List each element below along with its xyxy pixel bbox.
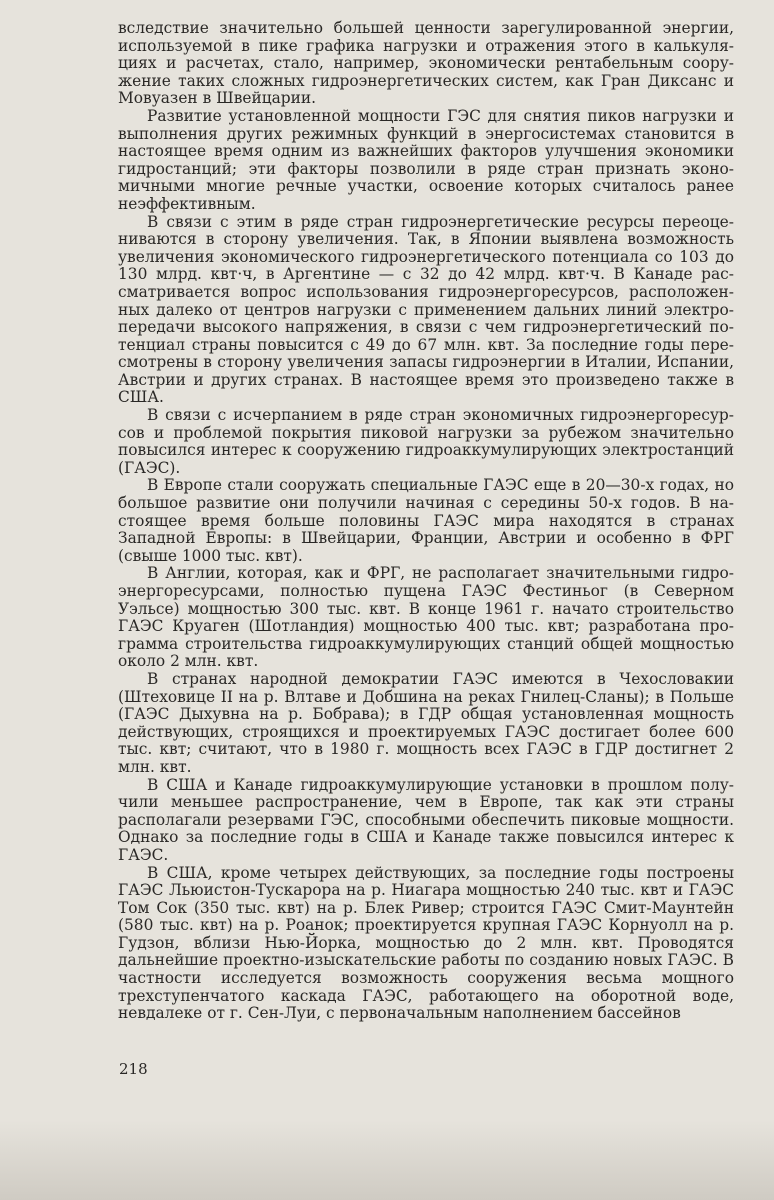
paragraph: В связи с этим в ряде стран гидроэнергетические ресурсы переоцениваются в сторону увеличения. Так, в Японии выявлена возможность увеличения экономического гидроэнергетического потенциала со 103 до 130 млрд. квт·ч, в Аргентине — с 32 до 42 млрд. квт·ч. В Канаде рассматривается вопрос использования гидроэнергоресурсов, расположенных далеко от центров нагрузки с применением дальних линий электропередачи высокого напряжения, в связи с чем гидроэнергетический потенциал страны повысится с 49 до 67 млн. квт. За последние годы пересмотрены в сторону увеличения запасы гидроэнергии в Италии, Испании, Австрии и других странах. В настоящее время это произведено также в США. [118,212,734,407]
paragraph: Развитие установленной мощности ГЭС для снятия пиков нагрузки и выполнения других режимных функций в энергосистемах становится в настоящее время одним из важнейших факторов улучшения экономики гидростанций; эти факторы позволили в ряде стран признать экономичными многие речные участки, освоение которых считалось ранее неэффективным. [118,106,734,213]
paragraph: В Англии, которая, как и ФРГ, не располагает значительными гидроэнергоресурсами, полностью пущена ГАЭС Фестиньог (в Северном Уэльсе) мощностью 300 тыс. квт. В конце 1961 г. начато строительство ГАЭС Круаген (Шотландия) мощностью 400 тыс. квт; разработана программа строительства гидроаккумулирующих станций общей мощностью около 2 млн. квт. [118,564,734,671]
paragraph: вследствие значительно большей ценности зарегулированной энергии, используемой в пике графика нагрузки и отражения этого в калькуляциях и расчетах, стало, например, экономически рентабельным сооружение таких сложных гидроэнергетических систем, как Гран Диксанс и Мовуазен в Швейцарии. [118,19,734,108]
paragraph: В странах народной демократии ГАЭС имеются в Чехословакии (Штеховице II на р. Влтаве и Добшина на реках Гнилец-Сланы); в Польше (ГАЭС Дыхувна на р. Бобрава); в ГДР общая установленная мощность действующих, строящихся и проектируемых ГАЭС достигает более 600 тыс. квт; считают, что в 1980 г. мощность всех ГАЭС в ГДР достигнет 2 млн. квт. [118,669,734,776]
page-shadow [0,1120,774,1200]
paragraph: В связи с исчерпанием в ряде стран экономичных гидроэнергоресурсов и проблемой покрытия пиковой нагрузки за рубежом значительно повысился интерес к сооружению гидроаккумулирующих электростанций (ГАЭС). [118,406,734,477]
paragraph: В США и Канаде гидроаккумулирующие установки в прошлом получили меньшее распространение, чем в Европе, так как эти страны располагали резервами ГЭС, способными обеспечить пиковые мощности. Однако за последние годы в США и Канаде также повысился интерес к ГАЭС. [118,775,734,864]
body-text [118,20,734,1023]
paragraph: В Европе стали сооружать специальные ГАЭС еще в 20—30-х годах, но большое развитие они получили начиная с середины 50-х годов. В настоящее время больше половины ГАЭС мира находятся в странах Западной Европы: в Швейцарии, Франции, Австрии и особенно в ФРГ (свыше 1000 тыс. квт). [118,476,734,565]
page-number: 218 [119,1060,148,1078]
paragraph: В США, кроме четырех действующих, за последние годы построены ГАЭС Льюистон-Тускарора на р. Ниагара мощностью 240 тыс. квт и ГАЭС Том Сок (350 тыс. квт) на р. Блек Ривер; строится ГАЭС Смит-Маунтейн (580 тыс. квт) на р. Роанок; проектируется крупная ГАЭС Корнуолл на р. Гудзон, вблизи Нью-Йорка, мощностью до 2 млн. квт. Проводятся дальнейшие проектно-изыскательские работы по созданию новых ГАЭС. В частности исследуется возможность сооружения весьма мощного трехступенчатого каскада ГАЭС, работающего на оборотной воде, невдалеке от г. Сен-Луи, с первоначальным наполнением бассейнов [118,863,734,1023]
